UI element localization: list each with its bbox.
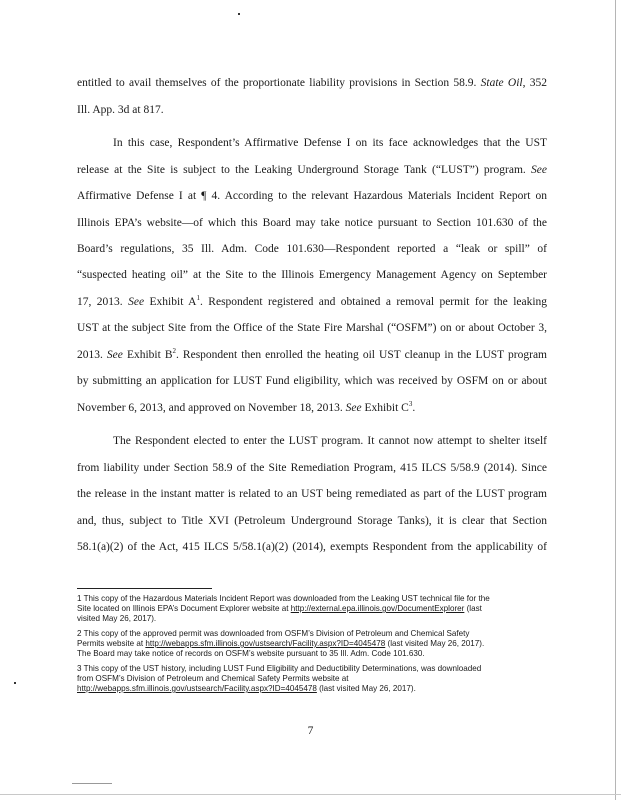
body-line: 58.1(a)(2) of the Act, 415 ILCS 5/58.1(a)(2) (2014), exempts Respondent from the applicability of: [77, 541, 547, 553]
footnote-line: Permits website at http://webapps.sfm.illinois.gov/ustsearch/Facility.aspx?ID=4045478 (last visited May 26, 2017).: [77, 639, 485, 648]
footnote-line: The Board may take notice of records on OSFM’s website pursuant to 35 Ill. Adm. Code 101.630.: [77, 649, 425, 658]
body-line: 17, 2013. See Exhibit $A^1$. Respondent registered and obtained a removal permit for the leaking: [77, 294, 548, 308]
body-line: Affirmative Defense I at ¶ 4. According to the relevant Hazardous Materials Incident Report on: [77, 190, 547, 202]
footnote-separator: [77, 588, 212, 589]
footnote-line: Site located on Illinois EPA’s Document Explorer website at http://external.epa.illinois.gov/DocumentExplorer (last: [77, 604, 482, 613]
body-line: from liability under Section 58.9 of the Site Remediation Program, 415 ILCS 5/58.9 (2014). Since: [77, 462, 547, 474]
footnote-line: from OSFM’s Division of Petroleum and Chemical Safety Permits website at: [77, 674, 349, 683]
body-line: release at the Site is subject to the Leaking Underground Storage Tank (“LUST”) program. See: [77, 164, 547, 176]
footnote-link[interactable]: http://external.epa.illinois.gov/DocumentExplorer: [290, 604, 465, 613]
body-line: Illinois EPA’s website—of which this Board may take notice pursuant to Section 101.630 of the: [77, 217, 547, 229]
page-edge-bottom: [0, 794, 621, 795]
body-line: the release in the instant matter is related to an UST being remediated as part of the LUST program: [77, 488, 547, 500]
body-line: “suspected heating oil” at the Site to the Illinois Emergency Management Agency on September: [77, 269, 547, 281]
bottom-scan-line: [72, 783, 112, 784]
scan-speck: [238, 13, 240, 15]
body-line: Board’s regulations, 35 Ill. Adm. Code 101.630—Respondent reported a “leak or spill” of: [77, 243, 547, 255]
body-line: The Respondent elected to enter the LUST program. It cannot now attempt to shelter itself: [113, 435, 547, 447]
body-line: and, thus, subject to Title XVI (Petroleum Underground Storage Tanks), it is clear that Section: [77, 515, 547, 527]
body-line: In this case, Respondent’s Affirmative Defense I on its face acknowledges that the UST: [113, 137, 547, 149]
page-number: 7: [307, 725, 314, 737]
footnote-ref: 1: [196, 294, 200, 303]
body-line: UST at the subject Site from the Office of the State Fire Marshal (“OSFM”) on or about October 3,: [77, 322, 547, 334]
footnote-link[interactable]: http://webapps.sfm.illinois.gov/ustsearch/Facility.aspx?ID=4045478: [77, 684, 317, 693]
footnote-ref: 3: [408, 400, 413, 409]
body-line: 2013. See Exhibit $B^2$. Respondent then enrolled the heating oil UST cleanup in the LUST program: [77, 347, 548, 361]
body-line: by submitting an application for LUST Fund eligibility, which was received by OSFM on or about: [77, 375, 547, 387]
footnote-line: visited May 26, 2017).: [77, 614, 157, 623]
footnote-line: 1 This copy of the Hazardous Materials Incident Report was downloaded from the Leaking UST technical file for the: [77, 594, 490, 603]
body-line: Ill. App. 3d at 817.: [77, 104, 164, 116]
body-line: entitled to avail themselves of the proportionate liability provisions in Section 58.9. State Oil, 352: [77, 77, 548, 89]
footnote-line: 2 This copy of the approved permit was downloaded from OSFM’s Division of Petroleum and Chemical Safety: [77, 629, 470, 638]
footnote-line: http://webapps.sfm.illinois.gov/ustsearch/Facility.aspx?ID=4045478 (last visited May 26, 2017).: [77, 684, 416, 693]
body-line: November 6, 2013, and approved on November 18, 2013. See Exhibit $C^3$.: [77, 400, 416, 414]
footnote-link[interactable]: http://webapps.sfm.illinois.gov/ustsearch/Facility.aspx?ID=4045478: [145, 639, 386, 648]
footnote-ref: 2: [172, 347, 177, 356]
page-edge-right: [615, 0, 616, 800]
scan-speck: [14, 682, 16, 684]
footnote-line: 3 This copy of the UST history, including LUST Fund Eligibility and Deductibility Determinations, was downloaded: [77, 664, 482, 673]
